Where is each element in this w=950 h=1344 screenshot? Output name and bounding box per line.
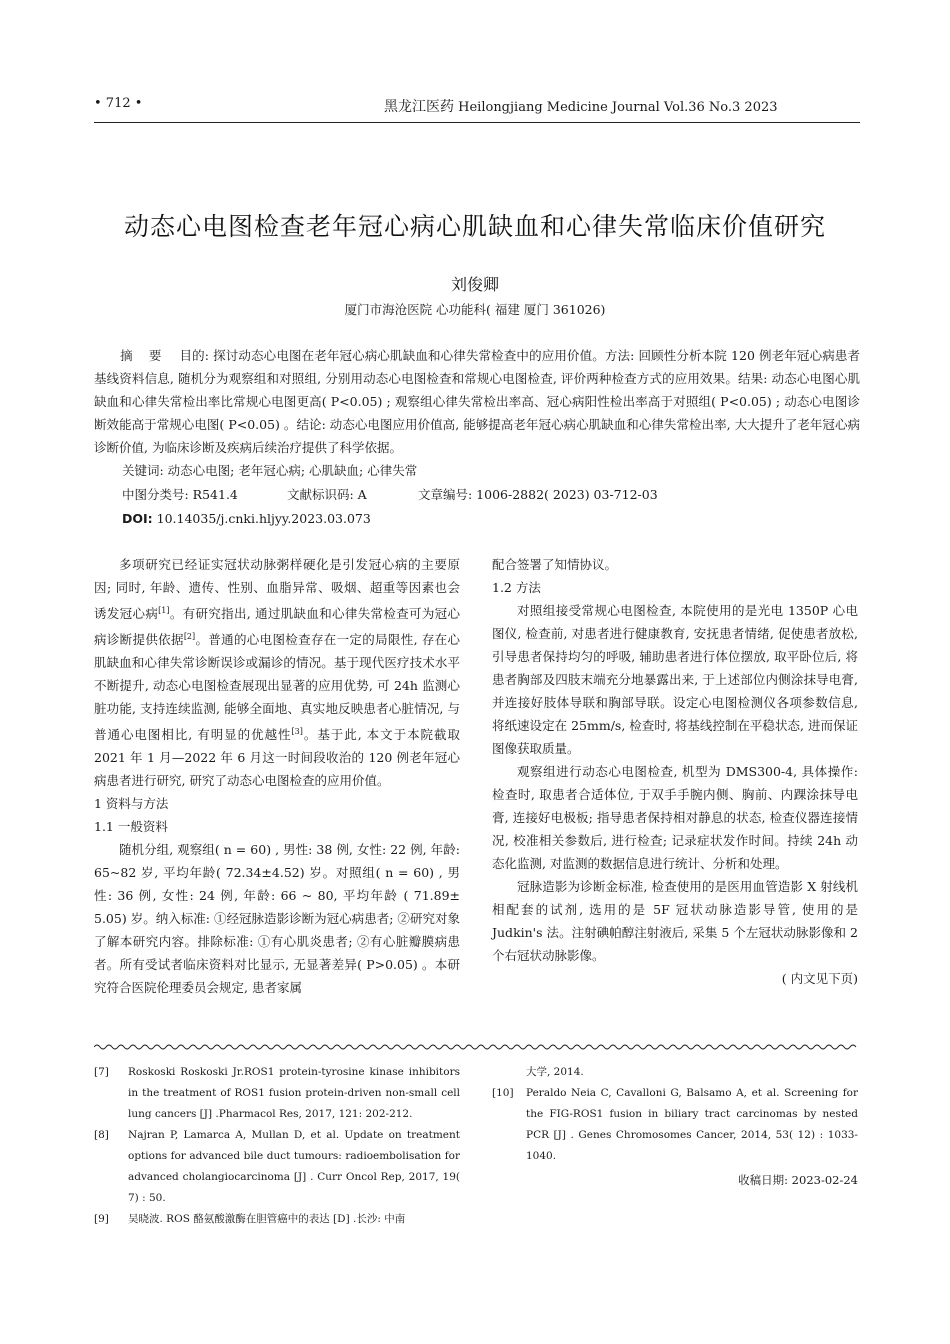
page-number: • 712 • — [94, 96, 143, 111]
journal-title: 黑龙江医药 Heilongjiang Medicine Journal Vol.36 No.3 2023 — [384, 99, 778, 115]
section-heading-1-2: 1.2 方法 — [492, 580, 541, 595]
continued-note: ( 内文见下页) — [781, 971, 858, 986]
abstract-text: 目的: 探讨动态心电图在老年冠心病心肌缺血和心律失常检查中的应用价值。方法: 回顾性分析本院 120 例老年冠心病患者基线资料信息, 随机分为观察组和对照组, 分别用动态心电图检查和常规心电图检查, 评价两种检查方式的应用效果。结果: 动态心电图心肌缺血和心律失常检出率比常规心电图更高( P<0.05) ; 观察组心律失常检出率高、冠心病阳性检出率高于对照组( P<0.05) ; 动态心电图诊断效能高于常规心电图( P<0.05) 。结论: 动态心电图应用价值高, 能够提高老年冠心病心肌缺血和心律失常检出率, 大大提升了老年冠心病诊断价值, 为临床诊断及疾病后续治疗提供了科学依据。 — [94, 348, 860, 455]
author-name: 刘俊卿 — [450, 275, 499, 294]
header-rule — [94, 122, 860, 123]
author-affiliation: 厦门市海沧医院 心功能科( 福建 厦门 361026) — [344, 302, 606, 317]
body-right-column — [492, 553, 858, 990]
citation-1: [1] — [158, 606, 170, 615]
control-method-paragraph: 对照组接受常规心电图检查, 本院使用的是光电 1350P 心电图仪, 检查前, 对患者进行健康教育, 安抚患者情绪, 促使患者放松, 引导患者保持均匀的呼吸, 辅助患者进行体位摆放, 取平卧位后, 将患者胸部及四肢末端充分地暴露出来, 于上述部位内侧涂抹导电膏, 并连接好肢体导联和胸部导联。设定心电图检测仪各项参数信息, 将纸速设定在 25mm/s, 检查时, 将基线控制在平稳状态, 进而保证图像获取质量。 — [492, 603, 858, 756]
article-title: 动态心电图检查老年冠心病心肌缺血和心律失常临床价值研究 — [123, 212, 826, 241]
observation-method-paragraph: 观察组进行动态心电图检查, 机型为 DMS300-4, 具体操作: 检查时, 取患者合适体位, 于双手手腕内侧、胸前、内踝涂抹导电膏, 连接好电极板; 指导患者保持相对静息的状态, 检查仪器连接情况, 校准相关参数后, 进行检查; 记录症状发作时间。持续 24h 动态化监测, 对监测的数据信息进行统计、分析和处理。 — [492, 764, 858, 871]
running-header — [94, 96, 860, 118]
abstract-label: 摘 要 — [120, 348, 168, 363]
reference-item: [9] 吴晓波. ROS 酪氨酸激酶在胆管癌中的表达 [D] .长沙: 中南 — [94, 1213, 406, 1225]
section-heading-1-1: 1.1 一般资料 — [94, 819, 168, 835]
abstract — [94, 344, 860, 459]
received-date: 收稿日期: 2023-02-24 — [738, 1173, 858, 1187]
citation-2: [2] — [183, 632, 196, 642]
intro-paragraph: 多项研究已经证实冠状动脉粥样硬化是引发冠心病的主要原因; 同时, 年龄、遗传、性别、血脂异常、吸烟、超重等因素也会诱发冠心病[1]。有研究指出, 通过肌缺血和心律失常检查可为冠心病诊断提供依据[2]。普通的心电图检查存在一定的局限性, 存在心肌缺血和心律失常诊断误诊或漏诊的情况。基于现代医疗技术水平不断提升, 动态心电图检查展现出显著的应用优势, 可 24h 监测心脏功能, 支持连续监测, 能够全面地、真实地反映患者心脏情况, 与普通心电图相比, 有明显的优越性[3]。基于此, 本文于本院截取 2021 年 1 月—2022 年 6 月这一时间段收治的 120 例老年冠心病患者进行研究, 研究了动态心电图检查的应用价值。 — [94, 557, 460, 789]
wavy-separator — [94, 1042, 860, 1052]
article-number: 文章编号: 1006-2882( 2023) 03-712-03 — [418, 487, 658, 502]
citation-3: [3] — [291, 727, 303, 737]
references-right — [492, 1062, 858, 1167]
doi: DOI: 10.14035/j.cnki.hljyy.2023.03.073 — [122, 511, 371, 526]
document-code: 文献标识码: A — [287, 487, 367, 502]
doi-value: 10.14035/j.cnki.hljyy.2023.03.073 — [156, 511, 371, 526]
angiography-paragraph: 冠脉造影为诊断金标准, 检查使用的是医用血管造影 X 射线机相配套的试剂, 选用的是 5F 冠状动脉造影导管, 使用的是 Judkin's 法。注射碘帕醇注射液后, 采集 5 个左冠状动脉影像和 2 个右冠状动脉影像。 — [492, 879, 858, 963]
body-left-column — [94, 553, 460, 999]
clc-number: 中图分类号: R541.4 — [122, 487, 238, 502]
reference-item: 大学, 2014. — [526, 1066, 584, 1078]
general-data-paragraph: 随机分组, 观察组( n = 60) , 男性: 38 例, 女性: 22 例, 年龄: 65~82 岁, 平均年龄( 72.34±4.52) 岁。对照组( n = 60) , 男性: 36 例, 女性: 24 例, 年龄: 66 ~ 80, 平均年龄 ( 71.89± 5.05) 岁。纳入标准: ①经冠脉造影诊断为冠心病患者; ②研究对象了解本研究内容。排除标准: ①有心肌炎患者; ②有心脏瓣膜病患者。所有受试者临床资料对比显示, 无显著差异( P>0.05) 。本研究符合医院伦理委员会规定, 患者家属 — [94, 842, 460, 996]
keywords: 关键词: 动态心电图; 老年冠心病; 心肌缺血; 心律失常 — [122, 463, 418, 478]
reference-item: [10] Peraldo Neia C, Cavalloni G, Balsamo A, et al. Screening for the FIG-ROS1 fusion in biliary tract carcinomas by nested PCR [J] . Genes Chromosomes Cancer, 2014, 53( 12) : 1033-1040. — [492, 1087, 858, 1162]
references-left — [94, 1062, 460, 1230]
reference-item: [8] Najran P, Lamarca A, Mullan D, et al. Update on treatment options for advanced bile duct tumours: radioembolisation for advanced cholangiocarcinoma [J] . Curr Oncol Rep, 2017, 19( 7) : 50. — [94, 1129, 460, 1204]
reference-item: [7] Roskoski Roskoski Jr.ROS1 protein-tyrosine kinase inhibitors in the treatment of ROS1 fusion protein-driven non-small cell lung cancers [J] .Pharmacol Res, 2017, 121: 202-212. — [94, 1066, 460, 1120]
section-heading-1: 1 资料与方法 — [94, 796, 169, 812]
continued-sentence: 配合签署了知情协议。 — [492, 557, 618, 572]
